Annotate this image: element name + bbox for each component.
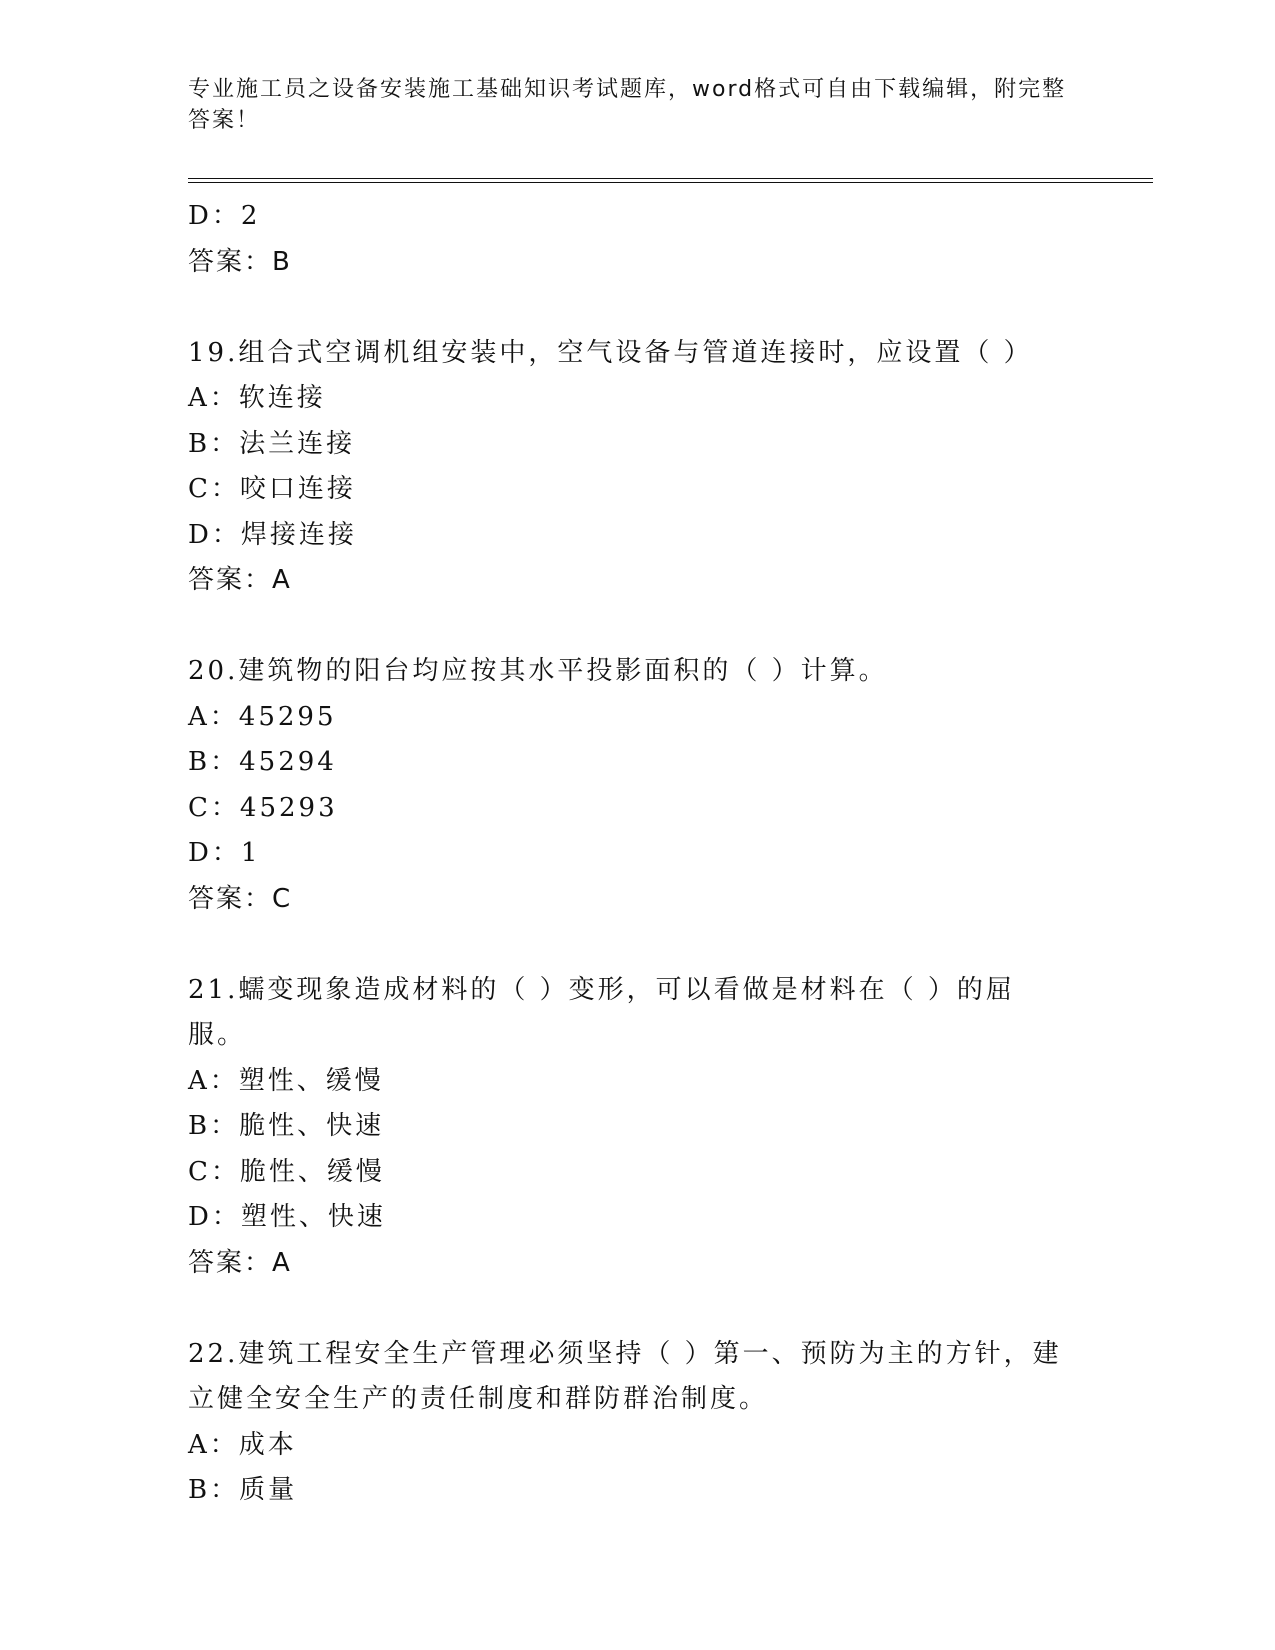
option-letter: B： [188,747,240,777]
option-letter: A： [188,1065,239,1096]
option-letter: D： [188,201,241,231]
option-text: 法兰连接 [239,428,356,459]
option-text: 1 [240,838,261,868]
option-b [188,422,1068,468]
option-letter: C： [188,474,240,504]
question-stem: 22.建筑工程安全生产管理必须坚持（ ）第一、预防为主的方针，建立健全安全生产的责任制度和群防群治制度。 [188,1338,1062,1414]
option-text: 焊接连接 [240,519,357,550]
option-text: 45293 [239,792,338,823]
answer-line: 答案：A [188,565,292,595]
option-letter: A： [188,383,239,413]
option-b [188,1468,1068,1514]
spacer [188,922,1068,968]
header-divider-double [188,182,1153,183]
option-a [188,376,1068,422]
option-letter: C： [188,792,240,823]
option-text: 45295 [238,701,337,732]
option-letter: A： [188,701,239,732]
option-text: 2 [240,201,261,231]
option-letter: D： [188,1202,241,1232]
question-list [188,194,1068,1514]
option-letter: B： [188,1111,240,1141]
option-d [188,194,1068,240]
option-letter: B： [188,428,240,459]
spacer [188,285,1068,331]
option-text: 质量 [239,1475,298,1505]
question-stem: 19.组合式空调机组安装中，空气设备与管道连接时，应设置（ ） [188,337,1033,368]
option-text: 塑性、缓慢 [238,1065,384,1096]
option-b [188,1104,1068,1150]
question-stem: 21.蠕变现象造成材料的（ ）变形，可以看做是材料在（ ）的屈服。 [188,974,1015,1050]
option-letter: D： [188,519,241,550]
document-header: 专业施工员之设备安装施工基础知识考试题库，word格式可自由下载编辑，附完整答案！ [188,77,1067,133]
option-c [188,1150,1068,1196]
answer-line: 答案：C [188,883,293,914]
answer-line: 答案：B [188,246,292,277]
header-divider [188,178,1153,179]
option-c [188,786,1068,832]
option-letter: A： [188,1429,239,1460]
option-d [188,513,1068,559]
option-a [188,695,1068,741]
answer-line: 答案：A [188,1247,292,1278]
option-text: 塑性、快速 [240,1202,386,1232]
option-text: 咬口连接 [239,474,356,504]
option-d [188,831,1068,877]
option-text: 成本 [238,1429,297,1460]
option-b [188,740,1068,786]
option-letter: B： [188,1475,240,1505]
option-text: 脆性、缓慢 [239,1156,385,1187]
spacer [188,604,1068,650]
question-stem: 20.建筑物的阳台均应按其水平投影面积的（ ）计算。 [188,656,888,686]
spacer [188,1286,1068,1332]
option-letter: C： [188,1156,240,1187]
option-text: 软连接 [238,383,326,413]
option-text: 45294 [239,747,337,777]
option-a [188,1423,1068,1469]
option-text: 脆性、快速 [239,1111,385,1141]
option-c [188,467,1068,513]
option-d [188,1195,1068,1241]
option-a [188,1059,1068,1105]
option-letter: D： [188,838,241,868]
